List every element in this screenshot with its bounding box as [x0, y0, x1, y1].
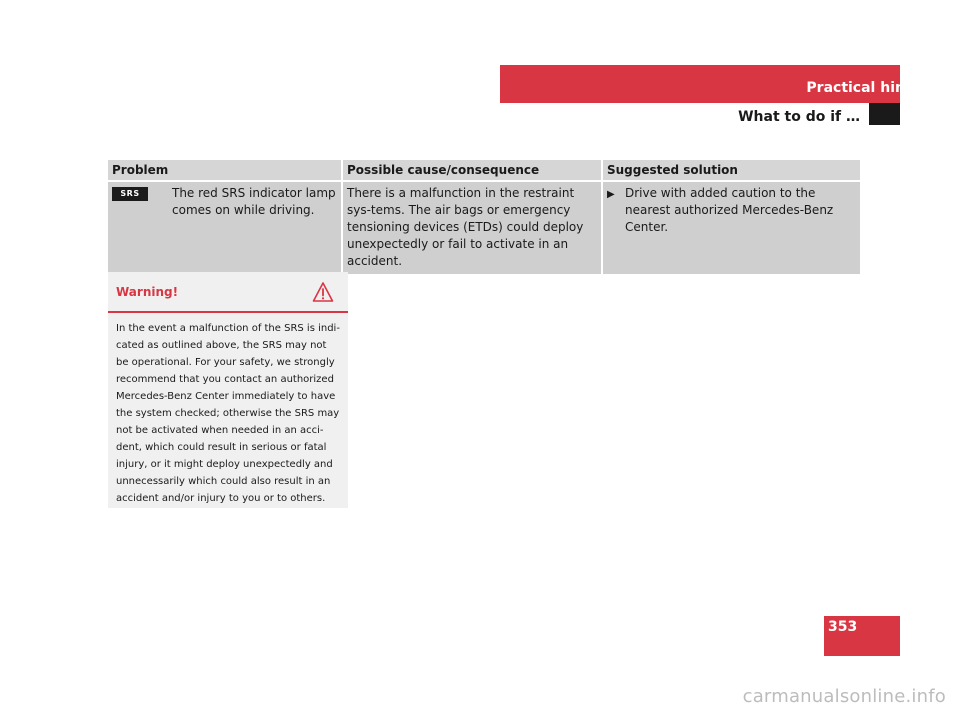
troubleshooting-table	[108, 160, 860, 274]
watermark: carmanualsonline.info	[742, 686, 946, 707]
solution-cell	[602, 181, 860, 274]
warning-title: Warning!	[116, 285, 179, 299]
warning-triangle-icon	[312, 281, 334, 303]
header-marker-block	[869, 103, 900, 125]
bullet-arrow-icon: ▶	[607, 189, 615, 200]
cause-text: There is a malfunction in the restraint sys-tems. The air bags or emergency tensioning devices (ETDs) could deploy unexpectedly or fail to activate in an accident.	[347, 186, 584, 268]
problem-text: The red SRS indicator lamp comes on while driving.	[172, 186, 336, 217]
header-problem: Problem	[108, 160, 342, 181]
table-header-row	[108, 160, 860, 181]
sub-title: What to do if …	[738, 109, 860, 125]
page-number: 353	[828, 619, 858, 635]
problem-cell	[108, 181, 342, 274]
solution-text: Drive with added caution to the nearest authorized Mercedes-Benz Center.	[625, 186, 834, 234]
warning-text: In the event a malfunction of the SRS is indi-cated as outlined above, the SRS may not be operational. For your safety, we strongly recommend that you contact an authorized Mercedes-Benz Center immediately to have the system checked; otherwise the SRS may not be activated when needed in an acci-dent, which could result in serious or fatal injury, or it might deploy unexpectedly and unnecessarily which could also result in an accident and/or injury to you or to others.	[116, 323, 340, 504]
srs-indicator-icon: SRS	[112, 187, 148, 201]
section-title: Practical hints	[806, 80, 920, 96]
table-row	[108, 181, 860, 274]
warning-box	[108, 272, 348, 508]
warning-header	[108, 272, 348, 313]
header-cause: Possible cause/consequence	[342, 160, 602, 181]
header-solution: Suggested solution	[602, 160, 860, 181]
cause-cell	[342, 181, 602, 274]
